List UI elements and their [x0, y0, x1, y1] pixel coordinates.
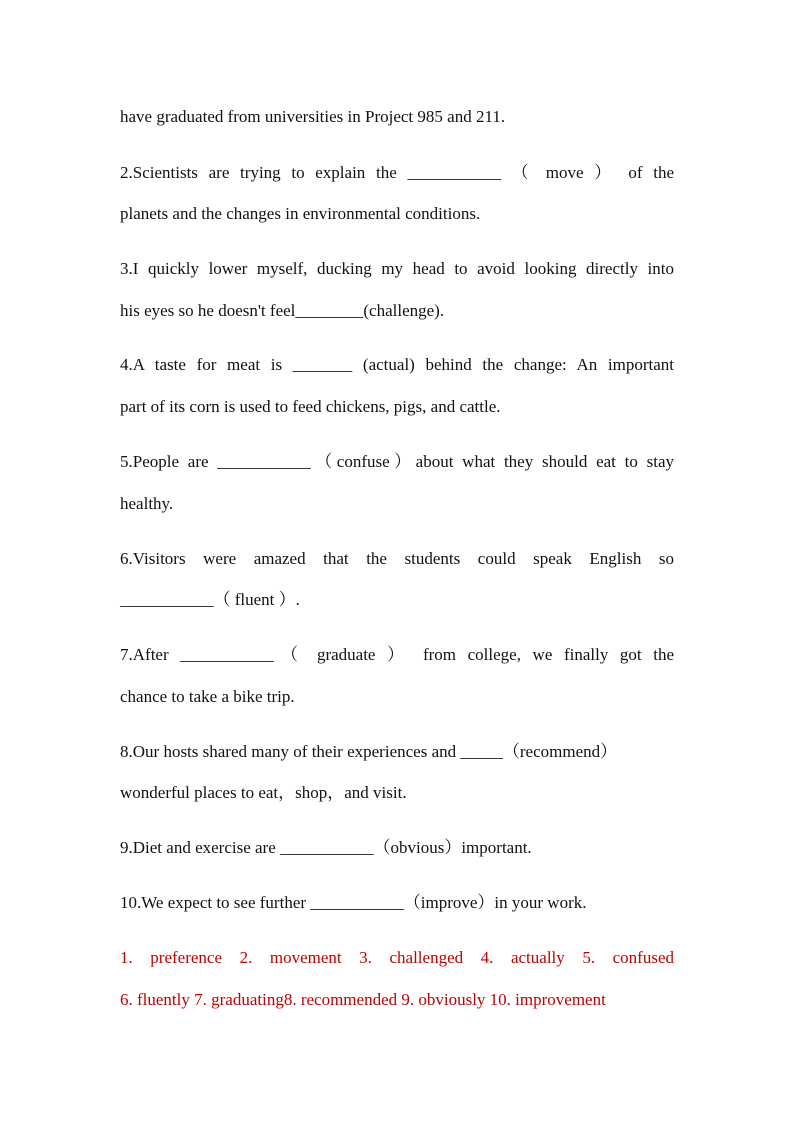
- question-1-continued: have graduated from universities in Project 985 and 211.: [120, 107, 506, 126]
- question-5-line-1: 5.People are ___________（confuse）about what they should eat to stay: [120, 452, 674, 471]
- question-5-line-2: healthy.: [120, 494, 174, 513]
- question-8-line-2: wonderful places to eat，shop，and visit.: [120, 783, 407, 802]
- question-4-line-2: part of its corn is used to feed chickens, pigs, and cattle.: [120, 397, 501, 416]
- question-3-line-2: his eyes so he doesn't feel________(challenge).: [120, 301, 445, 320]
- question-8-line-1: 8.Our hosts shared many of their experiences and _____（recommend）: [120, 742, 618, 761]
- question-6-line-2: ___________（ fluent ）.: [120, 590, 300, 609]
- answer-key-line-1: 1. preference 2. movement 3. challenged 4. actually 5. confused: [120, 948, 674, 967]
- question-6-line-1: 6.Visitors were amazed that the students could speak English so: [120, 549, 674, 568]
- question-7-line-1: 7.After ___________（ graduate ） from college, we finally got the: [120, 645, 674, 664]
- question-2-line-1: 2.Scientists are trying to explain the ___________ （ move ） of the: [120, 163, 674, 182]
- question-9: 9.Diet and exercise are ___________（obvious）important.: [120, 838, 532, 857]
- question-2-line-2: planets and the changes in environmental conditions.: [120, 204, 481, 223]
- question-7-line-2: chance to take a bike trip.: [120, 687, 295, 706]
- question-3-line-1: 3.I quickly lower myself, ducking my head to avoid looking directly into: [120, 259, 674, 278]
- question-10: 10.We expect to see further ___________（improve）in your work.: [120, 893, 587, 912]
- answer-key-line-2: 6. fluently 7. graduating8. recommended 9. obviously 10. improvement: [120, 990, 606, 1009]
- question-4-line-1: 4.A taste for meat is _______ (actual) behind the change: An important: [120, 355, 674, 374]
